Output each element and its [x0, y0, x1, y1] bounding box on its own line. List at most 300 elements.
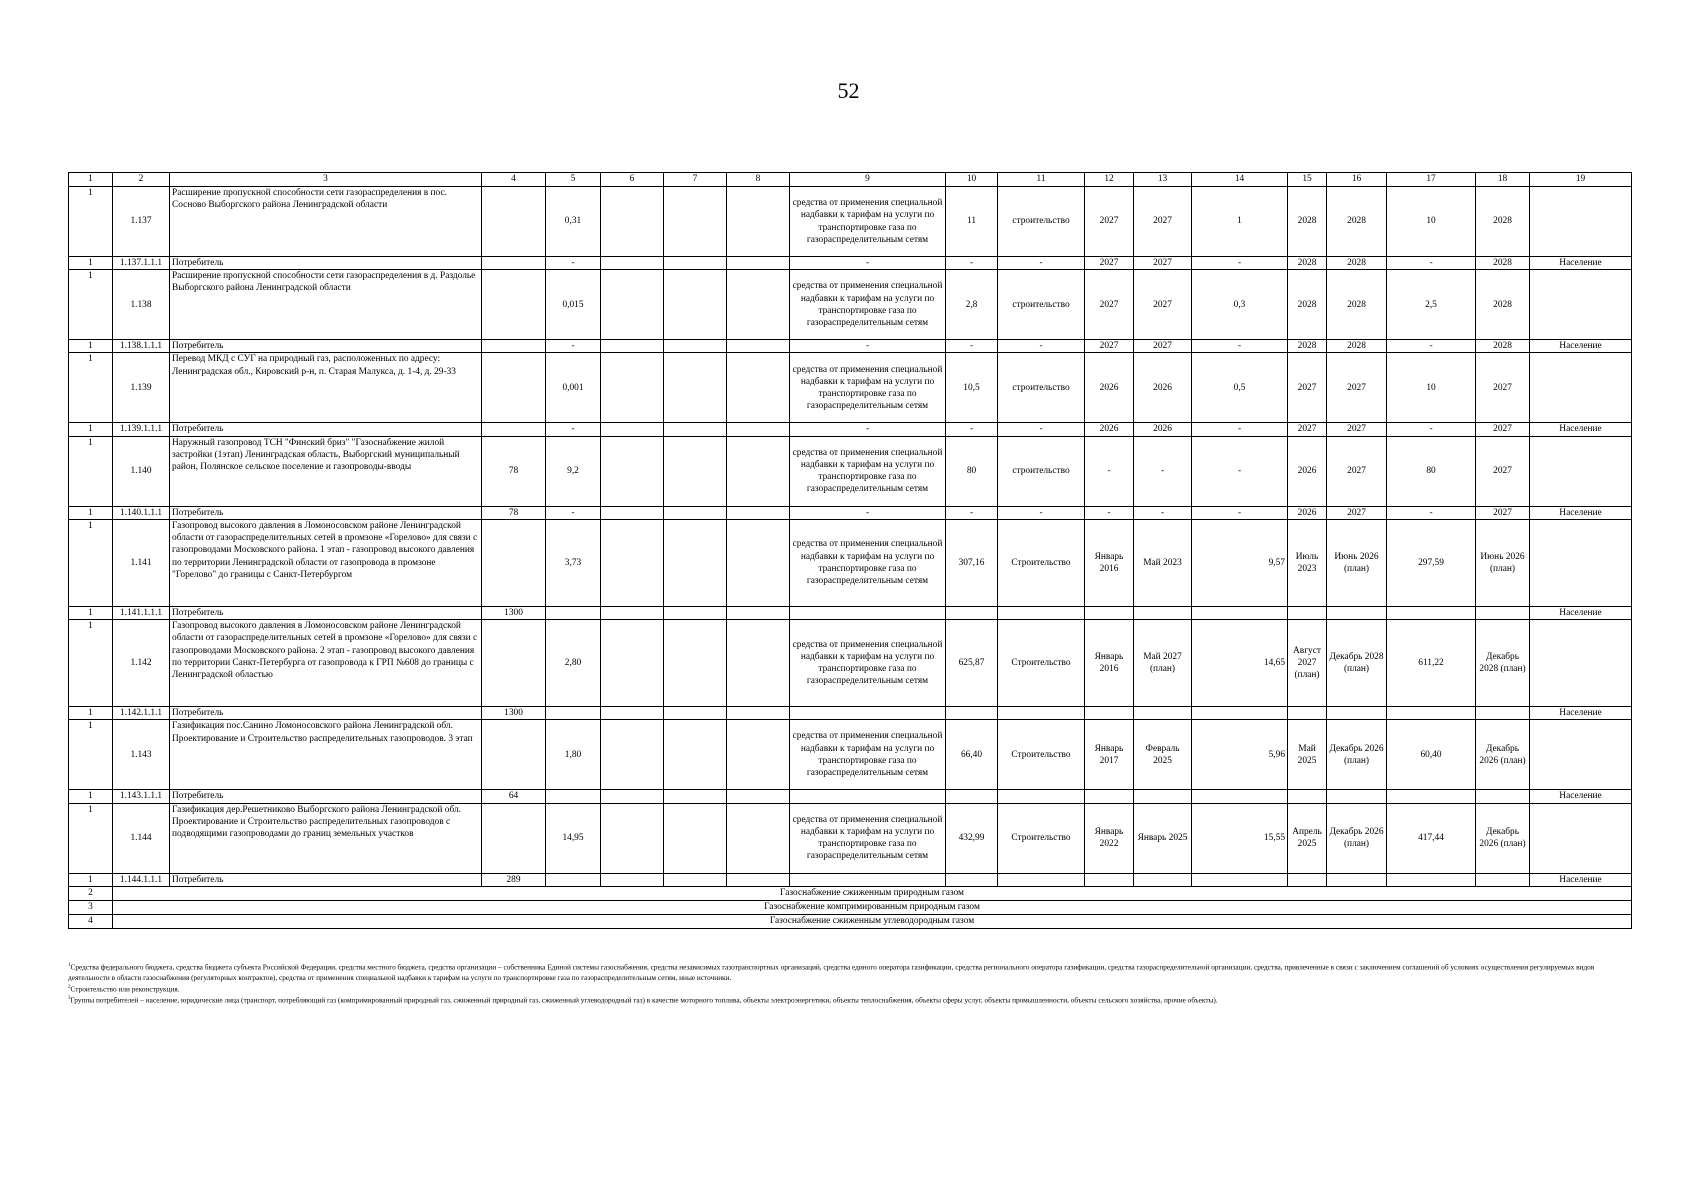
consumer-row — [69, 423, 1632, 436]
table-cell — [1387, 873, 1476, 886]
table-cell: средства от применения специальной надбавки к тарифам на услуги по транспортировке газа по газораспределительным сетям — [790, 436, 946, 506]
table-cell — [482, 720, 546, 790]
footnotes — [68, 962, 1631, 1006]
table-cell: 78 — [482, 436, 546, 506]
table-cell — [1530, 803, 1632, 873]
table-cell — [790, 606, 946, 619]
table-cell: 2028 — [1288, 257, 1327, 270]
table-cell: 2027 — [1085, 340, 1134, 353]
section-title: Газоснабжение сжиженным природным газом — [113, 886, 1632, 900]
footnote — [68, 984, 1631, 995]
table-cell: Строительство — [998, 803, 1085, 873]
table-cell — [1476, 790, 1530, 803]
table-cell — [482, 187, 546, 257]
table-cell — [727, 707, 790, 720]
table-cell — [546, 790, 601, 803]
table-cell: 2027 — [1327, 436, 1387, 506]
project-description: Газопровод высокого давления в Ломоносовском районе Ленинградской области от газораспределительных сетей в промзоне «Горелово» для связи с газопроводами Московского района. 2 этап - газопровод высокого давления по территории Санкт-Петербурга от газопровода к ГРП №608 до границы с Ленинградской областью — [170, 620, 482, 707]
table-cell — [1288, 606, 1327, 619]
consumer-row — [69, 340, 1632, 353]
table-cell: 10 — [1387, 187, 1476, 257]
column-number-cell: 15 — [1288, 173, 1327, 187]
table-cell: Население — [1530, 606, 1632, 619]
table-cell — [790, 790, 946, 803]
table-cell: Население — [1530, 790, 1632, 803]
project-id: 1.142 — [113, 620, 170, 707]
table-cell: Население — [1530, 506, 1632, 519]
table-cell: 10,5 — [946, 353, 998, 423]
table-cell: 1 — [69, 187, 113, 257]
column-number-cell: 3 — [170, 173, 482, 187]
project-description: Наружный газопровод ТСН "Финский бриз" "Газоснабжение жилой застройки (1этап) Ленинградская область, Выборгский муниципальный район, Полянское сельское поселение и газопроводы-вводы — [170, 436, 482, 506]
table-cell: 611,22 — [1387, 620, 1476, 707]
table-cell — [1530, 519, 1632, 606]
consumer-row — [69, 873, 1632, 886]
footnote-text: Группы потребителей – население, юридические лица (транспорт, потребляющий газ (компримированный природный газ, сжиженный природный газ, сжиженный углеводородный газ) в качестве моторного топлива, объекты электроэнергетики, объекты теплоснабжения, объекты сферы услуг, объекты промышленности, объекты сельского хозяйства, прочие объекты). — [70, 995, 1218, 1004]
table-cell: строительство — [998, 270, 1085, 340]
table-cell: средства от применения специальной надбавки к тарифам на услуги по транспортировке газа по газораспределительным сетям — [790, 270, 946, 340]
table-cell — [1530, 187, 1632, 257]
consumer-id: 1.137.1.1.1 — [113, 257, 170, 270]
table-cell — [601, 270, 664, 340]
table-cell: 1 — [69, 340, 113, 353]
consumer-row — [69, 707, 1632, 720]
table-cell: 14,65 — [1192, 620, 1288, 707]
table-cell — [601, 606, 664, 619]
table-cell: Май 2027 (план) — [1134, 620, 1192, 707]
table-cell: 0,001 — [546, 353, 601, 423]
table-cell — [1192, 707, 1288, 720]
table-cell: 2026 — [1134, 423, 1192, 436]
table-cell: 1 — [69, 707, 113, 720]
table-cell: 78 — [482, 506, 546, 519]
table-cell: Строительство — [998, 720, 1085, 790]
table-cell: 2027 — [1327, 353, 1387, 423]
table-cell — [546, 606, 601, 619]
section-number: 4 — [69, 914, 113, 928]
table-cell — [664, 353, 727, 423]
table-cell — [601, 353, 664, 423]
table-cell: Декабрь 2026 (план) — [1476, 803, 1530, 873]
table-cell: - — [1192, 257, 1288, 270]
project-description: Перевод МКД с СУГ на природный газ, расположенных по адресу: Ленинградская обл., Кировский р-н, п. Старая Малукса, д. 1-4, д. 29-33 — [170, 353, 482, 423]
table-cell: 1 — [1192, 187, 1288, 257]
table-cell: 2028 — [1288, 340, 1327, 353]
section-title: Газоснабжение сжиженным углеводородным газом — [113, 914, 1632, 928]
table-cell: 1 — [69, 423, 113, 436]
project-row — [69, 187, 1632, 257]
table-cell: - — [1387, 340, 1476, 353]
table-cell — [664, 436, 727, 506]
table-cell — [664, 340, 727, 353]
footnote-text: Средства федерального бюджета, средства бюджета субъекта Российской Федерации, средства местного бюджета, средства организации – собственника Единой системы газоснабжения, средства независимых газотранспортных организаций, средства единого оператора газификации, средства регионального оператора газификации, средства газораспределительной организации, средства, привлеченные в связи с заключением соглашений об условиях осуществления регулируемых видов деятельности в области газоснабжения (регуляторных контрактов), средства от применения специальной надбавки к тарифам на услуги по транспортировке газа по газораспределительным сетям, иные источники. — [68, 962, 1595, 982]
project-description: Газификация пос.Санино Ломоносовского района Ленинградской обл. Проектирование и Строительство распределительных газопроводов. 3 этап — [170, 720, 482, 790]
project-row — [69, 270, 1632, 340]
table-cell: 2027 — [1327, 423, 1387, 436]
table-cell: 2027 — [1327, 506, 1387, 519]
table-cell: 2028 — [1476, 187, 1530, 257]
column-number-cell: 1 — [69, 173, 113, 187]
table-cell: 1 — [69, 790, 113, 803]
table-cell: 60,40 — [1387, 720, 1476, 790]
table-cell — [1530, 620, 1632, 707]
table-cell: Строительство — [998, 620, 1085, 707]
table-cell — [1530, 353, 1632, 423]
table-cell — [727, 620, 790, 707]
table-cell: 2027 — [1134, 270, 1192, 340]
table-cell: Февраль 2025 — [1134, 720, 1192, 790]
table-cell: 2028 — [1288, 187, 1327, 257]
table-cell — [727, 270, 790, 340]
consumer-label: Потребитель — [170, 506, 482, 519]
table-cell: 10 — [1387, 353, 1476, 423]
table-cell: 1 — [69, 270, 113, 340]
table-cell: Июль 2023 — [1288, 519, 1327, 606]
table-cell: 1 — [69, 606, 113, 619]
column-number-cell: 19 — [1530, 173, 1632, 187]
table-cell: 417,44 — [1387, 803, 1476, 873]
table-cell: Декабрь 2026 (план) — [1476, 720, 1530, 790]
project-description: Газификация дер.Решетниково Выборгского района Ленинградской обл. Проектирование и Строительство распределительных газопроводов с подводящими газопроводами до границ земельных участков — [170, 803, 482, 873]
table-cell: - — [546, 506, 601, 519]
section-row — [69, 886, 1632, 900]
project-id: 1.140 — [113, 436, 170, 506]
project-description: Газопровод высокого давления в Ломоносовском районе Ленинградской области от газораспределительных сетей в промзоне «Горелово» для связи с газопроводами Московского района. 1 этап - газопровод высокого давления по территории Ленинградской области от газопровода в промзоне "Горелово" до границы с Санкт-Петербургом — [170, 519, 482, 606]
table-cell: 11 — [946, 187, 998, 257]
table-cell — [601, 620, 664, 707]
column-number-cell: 5 — [546, 173, 601, 187]
consumer-label: Потребитель — [170, 340, 482, 353]
table-cell: 80 — [946, 436, 998, 506]
table-cell: 2027 — [1134, 187, 1192, 257]
project-description: Расширение пропускной способности сети газораспределения в пос. Сосново Выборгского района Ленинградской области — [170, 187, 482, 257]
table-cell — [1192, 790, 1288, 803]
table-cell — [664, 720, 727, 790]
table-cell: средства от применения специальной надбавки к тарифам на услуги по транспортировке газа по газораспределительным сетям — [790, 620, 946, 707]
table-cell: - — [946, 257, 998, 270]
table-cell: 2026 — [1134, 353, 1192, 423]
table-cell: 2028 — [1476, 340, 1530, 353]
table-cell — [601, 436, 664, 506]
table-cell — [601, 506, 664, 519]
table-cell: - — [1134, 436, 1192, 506]
table-cell: - — [546, 257, 601, 270]
table-cell — [1327, 790, 1387, 803]
table-cell — [1327, 873, 1387, 886]
table-cell: 2027 — [1134, 340, 1192, 353]
table-cell: 64 — [482, 790, 546, 803]
table-cell — [727, 506, 790, 519]
table-cell — [482, 423, 546, 436]
table-cell: Население — [1530, 707, 1632, 720]
project-id: 1.138 — [113, 270, 170, 340]
table-cell — [664, 707, 727, 720]
column-number-cell: 16 — [1327, 173, 1387, 187]
gasification-table — [68, 172, 1632, 929]
table-cell — [664, 187, 727, 257]
table-cell — [1085, 606, 1134, 619]
table-cell — [1085, 790, 1134, 803]
table-cell — [664, 506, 727, 519]
table-cell: - — [998, 340, 1085, 353]
consumer-row — [69, 506, 1632, 519]
column-number-cell: 17 — [1387, 173, 1476, 187]
table-cell: Январь 2022 — [1085, 803, 1134, 873]
table-cell — [998, 790, 1085, 803]
project-description: Расширение пропускной способности сети газораспределения в д. Раздолье Выборгского района Ленинградской области — [170, 270, 482, 340]
table-cell — [1288, 790, 1327, 803]
project-id: 1.143 — [113, 720, 170, 790]
table-cell: 2027 — [1476, 436, 1530, 506]
table-cell — [727, 257, 790, 270]
table-cell — [1476, 873, 1530, 886]
table-cell: Январь 2025 — [1134, 803, 1192, 873]
table-cell — [1327, 606, 1387, 619]
table-cell: 2026 — [1288, 436, 1327, 506]
project-row — [69, 803, 1632, 873]
section-title: Газоснабжение компримированным природным газом — [113, 900, 1632, 914]
table-cell: 5,96 — [1192, 720, 1288, 790]
table-cell: 297,59 — [1387, 519, 1476, 606]
consumer-label: Потребитель — [170, 873, 482, 886]
table-cell: 2027 — [1085, 187, 1134, 257]
consumer-id: 1.141.1.1.1 — [113, 606, 170, 619]
table-cell — [946, 790, 998, 803]
table-cell — [482, 353, 546, 423]
project-id: 1.144 — [113, 803, 170, 873]
table-cell: 2027 — [1134, 257, 1192, 270]
table-cell — [1085, 707, 1134, 720]
table-cell: - — [546, 423, 601, 436]
table-cell: - — [1134, 506, 1192, 519]
table-cell: 3,73 — [546, 519, 601, 606]
table-cell: средства от применения специальной надбавки к тарифам на услуги по транспортировке газа по газораспределительным сетям — [790, 519, 946, 606]
project-row — [69, 720, 1632, 790]
column-number-cell: 2 — [113, 173, 170, 187]
table-cell: Январь 2016 — [1085, 620, 1134, 707]
table-cell: 9,57 — [1192, 519, 1288, 606]
consumer-id: 1.144.1.1.1 — [113, 873, 170, 886]
table-cell — [601, 187, 664, 257]
table-cell — [998, 606, 1085, 619]
table-cell: 1,80 — [546, 720, 601, 790]
table-cell — [664, 257, 727, 270]
table-cell — [790, 873, 946, 886]
table-cell: - — [1192, 436, 1288, 506]
table-cell: 2028 — [1327, 187, 1387, 257]
table-cell: 1 — [69, 519, 113, 606]
consumer-id: 1.139.1.1.1 — [113, 423, 170, 436]
table-cell: 2027 — [1085, 270, 1134, 340]
table-cell — [1530, 270, 1632, 340]
table-cell — [727, 803, 790, 873]
table-cell: - — [998, 257, 1085, 270]
table-cell — [1387, 707, 1476, 720]
table-cell: строительство — [998, 353, 1085, 423]
table-cell: 1 — [69, 506, 113, 519]
table-cell: Январь 2017 — [1085, 720, 1134, 790]
table-cell — [946, 606, 998, 619]
table-cell — [664, 270, 727, 340]
table-cell: 14,95 — [546, 803, 601, 873]
table-cell: 66,40 — [946, 720, 998, 790]
table-cell — [727, 353, 790, 423]
table-cell — [664, 803, 727, 873]
table-cell — [1288, 873, 1327, 886]
table-cell — [482, 519, 546, 606]
table-body — [69, 173, 1632, 929]
table-cell: 1 — [69, 803, 113, 873]
table-cell: 15,55 — [1192, 803, 1288, 873]
table-cell: Май 2025 — [1288, 720, 1327, 790]
table-cell: 2027 — [1085, 257, 1134, 270]
table-cell: 2027 — [1288, 353, 1327, 423]
table-cell: Июнь 2026 (план) — [1476, 519, 1530, 606]
table-cell: Население — [1530, 257, 1632, 270]
table-cell: 2027 — [1476, 506, 1530, 519]
table-cell — [664, 873, 727, 886]
project-row — [69, 436, 1632, 506]
table-cell: - — [1192, 423, 1288, 436]
consumer-label: Потребитель — [170, 423, 482, 436]
consumer-row — [69, 606, 1632, 619]
table-cell — [1134, 707, 1192, 720]
table-cell — [1134, 873, 1192, 886]
project-row — [69, 620, 1632, 707]
table-cell — [1387, 790, 1476, 803]
table-cell: Июнь 2026 (план) — [1327, 519, 1387, 606]
table-cell — [1327, 707, 1387, 720]
project-row — [69, 519, 1632, 606]
table-cell — [727, 720, 790, 790]
consumer-id: 1.140.1.1.1 — [113, 506, 170, 519]
table-cell — [601, 257, 664, 270]
table-cell — [727, 423, 790, 436]
table-cell: 1 — [69, 353, 113, 423]
table-cell — [664, 519, 727, 606]
footnote-mark: 2 — [68, 984, 71, 990]
consumer-row — [69, 257, 1632, 270]
table-cell: средства от применения специальной надбавки к тарифам на услуги по транспортировке газа по газораспределительным сетям — [790, 187, 946, 257]
table-cell — [1476, 606, 1530, 619]
table-cell: - — [790, 340, 946, 353]
table-cell — [664, 606, 727, 619]
table-cell: - — [1387, 257, 1476, 270]
footnote-mark: 3 — [68, 995, 71, 1001]
table-cell: - — [790, 423, 946, 436]
table-cell: - — [998, 506, 1085, 519]
column-number-cell: 6 — [601, 173, 664, 187]
table-cell — [664, 620, 727, 707]
table-cell — [946, 707, 998, 720]
table-cell: Май 2023 — [1134, 519, 1192, 606]
table-cell — [998, 873, 1085, 886]
table-cell: - — [546, 340, 601, 353]
section-row — [69, 900, 1632, 914]
table-cell — [482, 803, 546, 873]
table-cell: 432,99 — [946, 803, 998, 873]
table-cell: строительство — [998, 436, 1085, 506]
column-number-cell: 13 — [1134, 173, 1192, 187]
table-cell: 1 — [69, 620, 113, 707]
table-cell — [1192, 606, 1288, 619]
section-number: 3 — [69, 900, 113, 914]
table-cell: Апрель 2025 — [1288, 803, 1327, 873]
consumer-id: 1.138.1.1.1 — [113, 340, 170, 353]
table-cell — [482, 257, 546, 270]
table-cell: 2026 — [1288, 506, 1327, 519]
table-cell: 2,80 — [546, 620, 601, 707]
project-id: 1.141 — [113, 519, 170, 606]
table-cell: - — [946, 340, 998, 353]
footnote-mark: 1 — [68, 963, 71, 968]
table-cell: 1 — [69, 436, 113, 506]
table-cell — [727, 873, 790, 886]
table-cell: 307,16 — [946, 519, 998, 606]
column-number-cell: 4 — [482, 173, 546, 187]
table-cell: 1 — [69, 257, 113, 270]
table-cell — [1134, 606, 1192, 619]
consumer-label: Потребитель — [170, 707, 482, 720]
project-id: 1.137 — [113, 187, 170, 257]
consumer-id: 1.143.1.1.1 — [113, 790, 170, 803]
table-cell — [1192, 873, 1288, 886]
footnote — [68, 995, 1631, 1006]
table-cell — [482, 340, 546, 353]
table-cell — [1530, 436, 1632, 506]
consumer-label: Потребитель — [170, 790, 482, 803]
column-number-cell: 10 — [946, 173, 998, 187]
table-cell: 1 — [69, 720, 113, 790]
table-cell — [1530, 720, 1632, 790]
table-cell — [482, 620, 546, 707]
table-cell — [727, 606, 790, 619]
page-number: 52 — [837, 78, 860, 103]
table-cell — [727, 340, 790, 353]
table-cell: 289 — [482, 873, 546, 886]
table-cell: строительство — [998, 187, 1085, 257]
table-cell — [664, 790, 727, 803]
table-cell: - — [790, 257, 946, 270]
table-cell: 1300 — [482, 707, 546, 720]
table-cell — [482, 270, 546, 340]
table-cell: 2027 — [1476, 353, 1530, 423]
table-cell: - — [790, 506, 946, 519]
table-cell — [727, 790, 790, 803]
table-cell — [601, 423, 664, 436]
table-cell — [727, 519, 790, 606]
table-cell: Август 2027 (план) — [1288, 620, 1327, 707]
consumer-id: 1.142.1.1.1 — [113, 707, 170, 720]
table-cell: Декабрь 2026 (план) — [1327, 803, 1387, 873]
table-cell: 0,3 — [1192, 270, 1288, 340]
table-cell: 0,5 — [1192, 353, 1288, 423]
project-row — [69, 353, 1632, 423]
table-cell: 2028 — [1476, 270, 1530, 340]
table-cell — [727, 187, 790, 257]
table-cell: средства от применения специальной надбавки к тарифам на услуги по транспортировке газа по газораспределительным сетям — [790, 803, 946, 873]
table-cell — [601, 519, 664, 606]
table-cell: Январь 2016 — [1085, 519, 1134, 606]
table-cell: Население — [1530, 340, 1632, 353]
table-cell: средства от применения специальной надбавки к тарифам на услуги по транспортировке газа по газораспределительным сетям — [790, 720, 946, 790]
table-cell — [1387, 606, 1476, 619]
table-cell — [1288, 707, 1327, 720]
table-cell: Население — [1530, 873, 1632, 886]
table-cell: 9,2 — [546, 436, 601, 506]
table-cell: - — [946, 506, 998, 519]
table-cell: - — [946, 423, 998, 436]
